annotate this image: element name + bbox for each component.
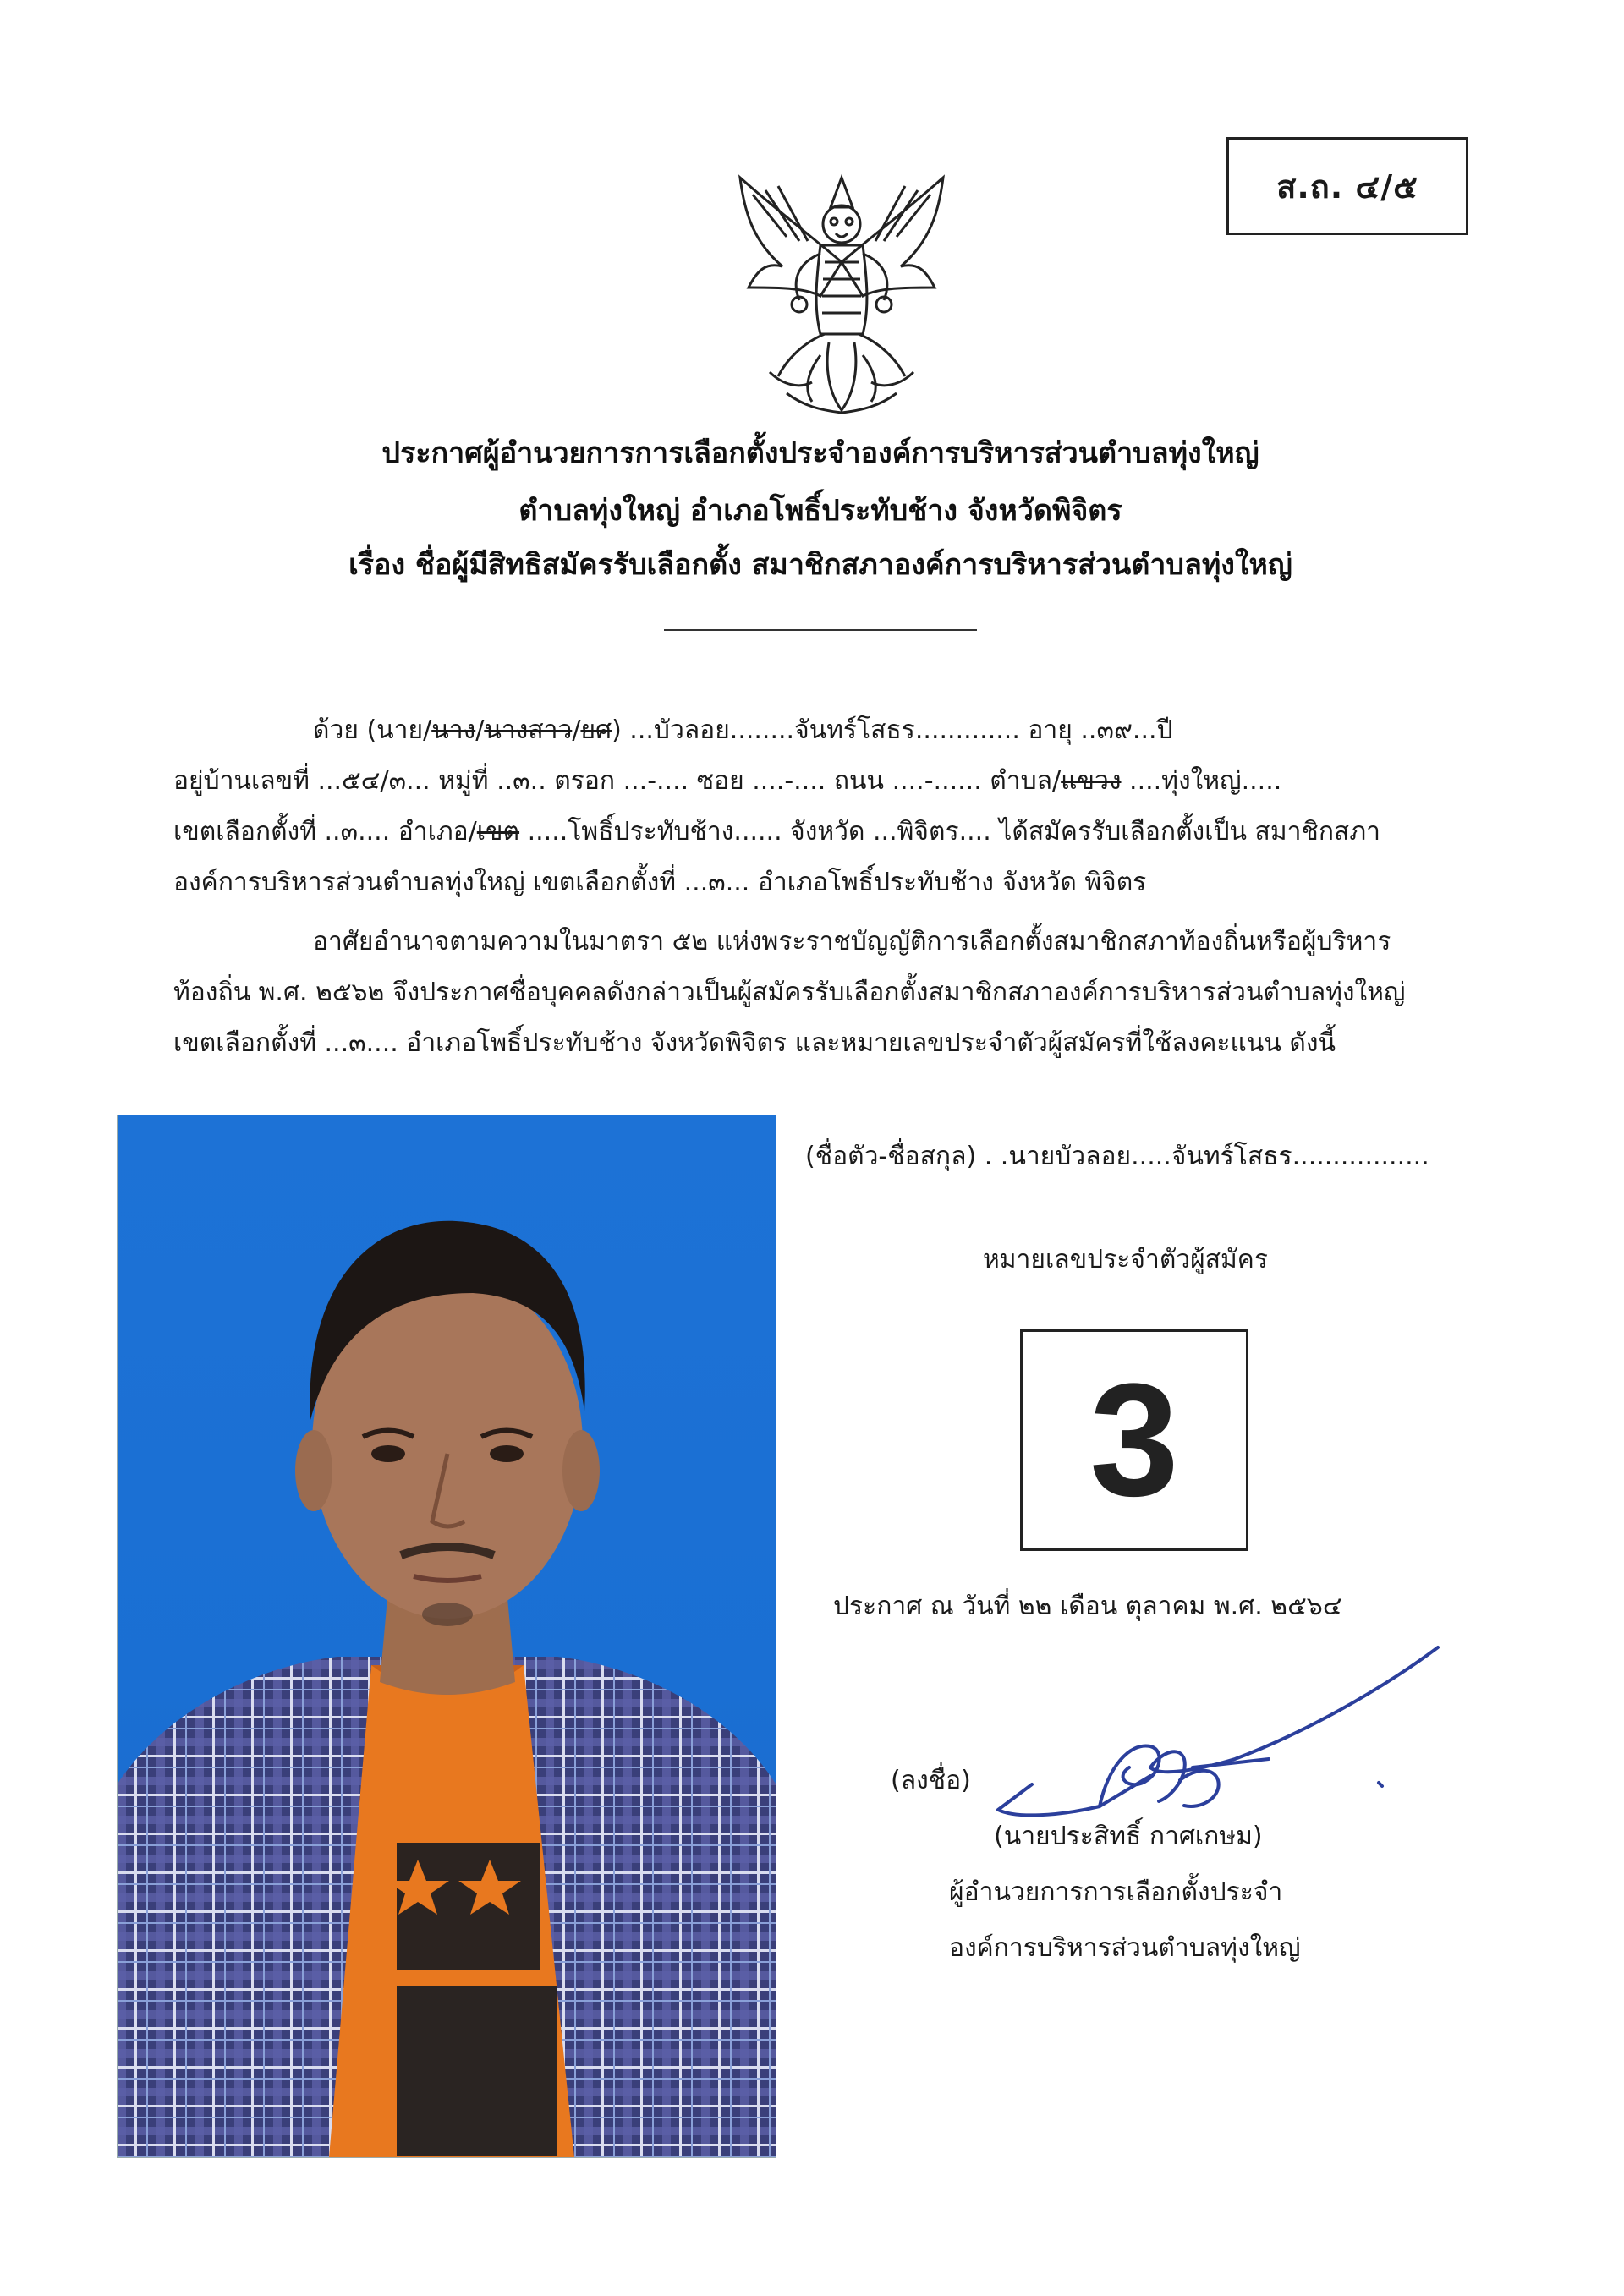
announce-date: ประกาศ ณ วันที่ ๒๒ เดือน ตุลาคม พ.ศ. ๒๕๖๔ (833, 1592, 1342, 1621)
garuda-emblem-icon (719, 161, 964, 414)
signer-title-line1: ผู้อำนวยการการเลือกตั้งประจำ (949, 1877, 1283, 1907)
body-p2-line2: ท้องถิ่น พ.ศ. ๒๕๖๒ จึงประกาศชื่อบุคคลดังกล่าวเป็นผู้สมัครรับเลือกตั้งสมาชิกสภาองค์การบริหารส่วนตำบลทุ่งใหญ่ (173, 978, 1406, 1007)
sign-label: (ลงชื่อ) (891, 1766, 971, 1795)
candidate-portrait-illustration (118, 1115, 776, 2157)
body-p1-line3: เขตเลือกตั้งที่ ..๓.... อำเภอ/เขต .....โพธิ์ประทับช้าง...... จังหวัด ...พิจิตร.... ได้สมัครรับเลือกตั้งเป็น สมาชิกสภา (173, 817, 1380, 847)
form-code-box: ส.ถ. ๔/๕ (1226, 137, 1468, 235)
handwritten-signature (981, 1641, 1455, 1835)
body-p2-line3: เขตเลือกตั้งที่ ...๓.... อำเภอโพธิ์ประทับช้าง จังหวัดพิจิตร และหมายเลขประจำตัวผู้สมัครที่ใช้ลงคะแนน ดังนี้ (173, 1028, 1336, 1058)
signer-name: (นายประสิทธิ์ กาศเกษม) (994, 1822, 1263, 1851)
body-p1-line2: อยู่บ้านเลขที่ ...๕๔/๓... หมู่ที่ ..๓.. ตรอก ...-.... ซอย ....-.... ถนน ....-...... ตำบล/แขวง ....ทุ่งใหญ่..... (173, 766, 1282, 796)
body-p2-line1: อาศัยอำนาจตามความในมาตรา ๕๒ แห่งพระราชบัญญัติการเลือกตั้งสมาชิกสภาท้องถิ่นหรือผู้บริหาร (313, 927, 1391, 956)
header-line-2: ตำบลทุ่งใหญ่ อำเภอโพธิ์ประทับช้าง จังหวัดพิจิตร (518, 494, 1122, 528)
header-divider (664, 629, 977, 631)
header-line-1: ประกาศผู้อำนวยการการเลือกตั้งประจำองค์การบริหารส่วนตำบลทุ่งใหญ่ (381, 436, 1259, 470)
header-subject: เรื่อง ชื่อผู้มีสิทธิสมัครรับเลือกตั้ง สมาชิกสภาองค์การบริหารส่วนตำบลทุ่งใหญ่ (348, 548, 1292, 582)
candidate-number-box: 3 (1020, 1329, 1248, 1551)
signer-title-line2: องค์การบริหารส่วนตำบลทุ่งใหญ่ (949, 1933, 1301, 1963)
candidate-number-label: หมายเลขประจำตัวผู้สมัคร (983, 1245, 1268, 1274)
body-p1-line1: ด้วย (นาย/นาง/นางสาว/ยศ) ...บัวลอย........จันทร์โสธร............. อายุ ..๓๙...ปี (313, 715, 1173, 745)
body-p1-line4: องค์การบริหารส่วนตำบลทุ่งใหญ่ เขตเลือกตั้งที่ ...๓... อำเภอโพธิ์ประทับช้าง จังหวัด พิจิตร (173, 868, 1147, 897)
candidate-photo (117, 1115, 776, 2158)
candidate-name-line: (ชื่อตัว-ชื่อสกุล) . .นายบัวลอย.....จันทร์โสธร................. (805, 1142, 1429, 1171)
